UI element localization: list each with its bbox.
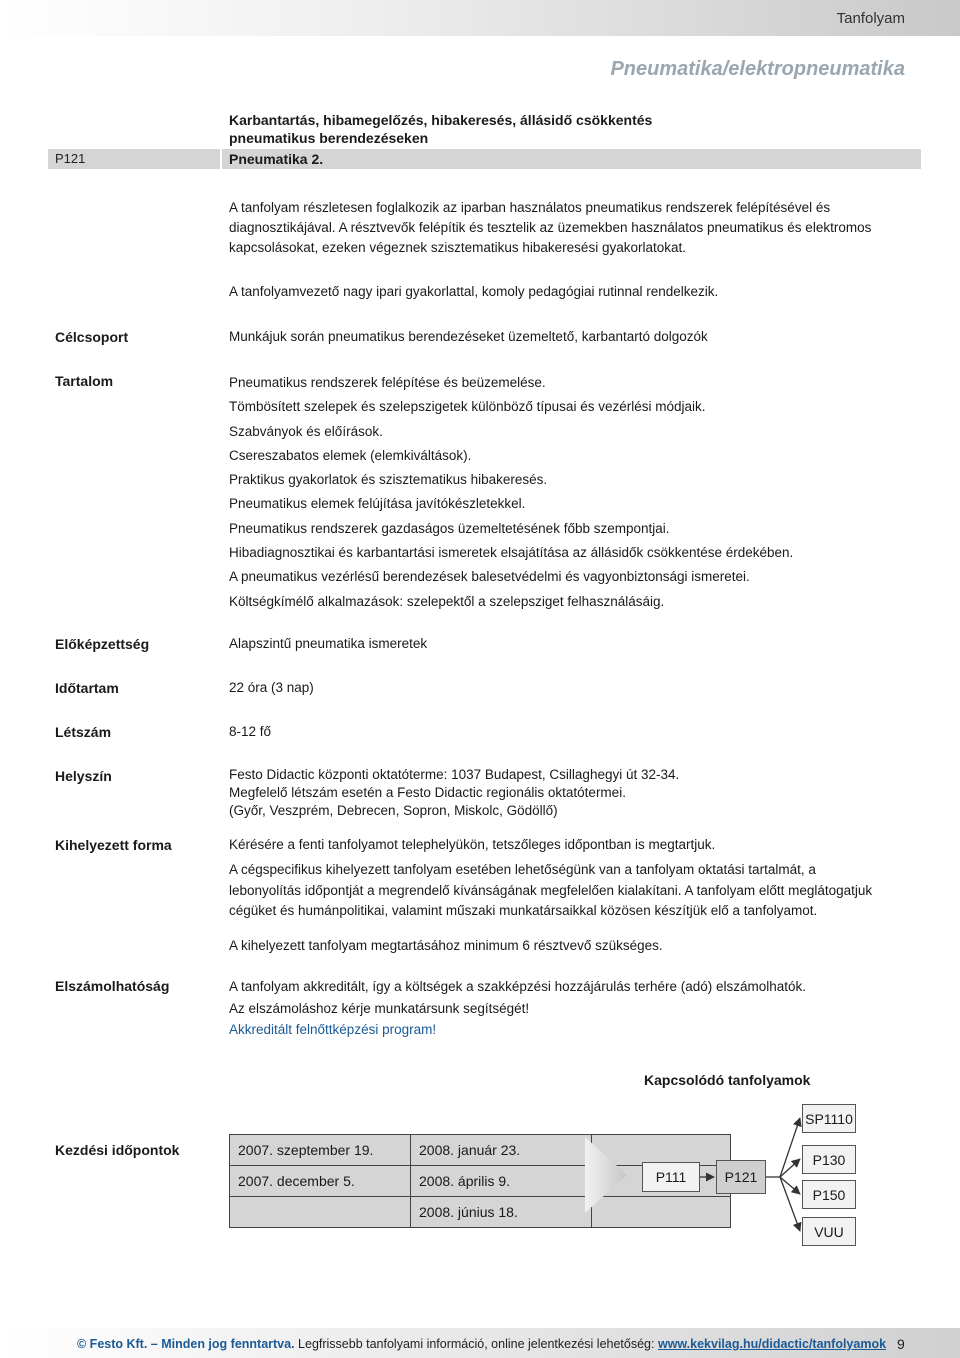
related-course-current: P121 [716,1160,766,1194]
onsite-paragraph: Kérésére a fenti tanfolyamot telephelyükön, tetszőleges időpontban is megtartjuk. [229,837,716,852]
related-course-next: VUU [802,1217,856,1246]
onsite-paragraph: A kihelyezett tanfolyam megtartásához minimum 6 résztvevő szükséges. [229,938,663,953]
dates-label: Kezdési időpontok [55,1142,180,1158]
list-item: Hibadiagnosztikai és karbantartási ismeretek elsajátítása az állásidők csökkentése érdekében. [229,545,794,561]
date-cell: 2007. szeptember 19. [230,1135,411,1166]
date-cell: 2007. december 5. [230,1166,411,1197]
related-course-next: SP1110 [802,1104,856,1133]
location-line: (Győr, Veszprém, Debrecen, Sopron, Miskolc, Gödöllő) [229,803,558,818]
course-code-strip [48,149,220,169]
footer-copyright: © Festo Kft. – Minden jog fenntartva. [77,1337,295,1351]
table-row [230,1135,731,1166]
course-subtitle: Pneumatika 2. [229,151,324,167]
arrow-icon [780,1177,800,1231]
table-row [230,1197,731,1228]
related-course-prev: P111 [642,1162,700,1192]
list-item: Tömbösített szelepek és szelepszigetek különböző típusai és vezérlési módjaik. [229,399,706,415]
location-line: Festo Didactic központi oktatóterme: 1037 Budapest, Csillaghegyi út 32-34. [229,767,680,782]
date-cell [592,1135,731,1166]
billing-label: Elszámolhatóság [55,978,170,994]
onsite-paragraph: A cégspecifikus kihelyezett tanfolyam esetében lehetőségünk van a tanfolyam oktatási tartalmát, a lebonyolítás időpontját a megrendelő kívánságának megfelelően kialakítani. A tanfolyam előtt meglátogatjuk cégüket és humánpolitikai, valamint műszaki munkatársaikkal közösen készítjük elő a tanfolyamot. [229,862,873,918]
page-number: 9 [897,1336,905,1352]
onsite-label: Kihelyezett forma [55,837,172,853]
location-label: Helyszín [55,768,112,784]
instructor-paragraph: A tanfolyamvezető nagy ipari gyakorlattal, komoly pedagógiai rutinnal rendelkezik. [229,284,719,299]
billing-value [229,976,889,1041]
date-cell [592,1197,731,1228]
footer-text [77,1337,886,1351]
headcount-label: Létszám [55,724,112,740]
location-line: Megfelelő létszám esetén a Festo Didactic regionális oktatótermei. [229,785,626,800]
list-item: Csereszabatos elemek (elemkiváltások). [229,447,472,463]
related-title: Kapcsolódó tanfolyamok [644,1072,811,1088]
billing-line: A tanfolyam akkreditált, így a költségek a szakképzési hozzájárulás terhére (adó) elszámolhatók. [229,979,807,994]
course-title: Karbantartás, hibamegelőzés, hibakeresés, állásidő csökkentés pneumatikus berendezéseken [229,112,653,146]
section-label: Tanfolyam [836,10,905,27]
subject-title: Pneumatika/elektropneumatika [610,58,905,80]
headcount-value: 8-12 fő [229,724,272,739]
course-code: P121 [55,151,86,166]
footer-link[interactable]: www.kekvilag.hu/didactic/tanfolyamok [657,1337,887,1351]
duration-label: Időtartam [55,680,119,696]
content-label: Tartalom [55,373,114,389]
accreditation-note: Akkreditált felnőttképzési program! [229,1022,437,1037]
footer-info: Legfrissebb tanfolyami információ, online jelentkezési lehetőség: [294,1337,658,1351]
content-list [229,371,793,614]
arrow-icon [780,1118,800,1177]
related-course-next: P150 [802,1180,856,1209]
intro-paragraph: A tanfolyam részletesen foglalkozik az iparban használatos pneumatikus rendszerek felépítésével és diagnosztikájával. A résztvevők felépítik és tesztelik az üzemekben használatos pneumatikus és elektromos kapcsolásokat, ezeken végeznek szisztematikus hibakeresési gyakorlatokat. [229,200,872,255]
list-item: Költségkímélő alkalmazások: szelepektől a szelepsziget felhasználásáig. [229,593,665,609]
list-item: Szabványok és előírások. [229,423,383,439]
date-cell: 2008. január 23. [411,1135,592,1166]
arrow-icon [780,1159,800,1177]
related-course-next: P130 [802,1145,856,1174]
target-label: Célcsoport [55,329,129,345]
date-cell [230,1197,411,1228]
prerequisites-value: Alapszintű pneumatika ismeretek [229,636,428,651]
date-cell: 2008. április 9. [411,1166,592,1197]
list-item: Pneumatikus elemek felújítása javítókészletekkel. [229,496,526,512]
course-title-strip [222,149,921,169]
date-cell: 2008. június 18. [411,1197,592,1228]
list-item: Pneumatikus rendszerek gazdaságos üzemeltetésének főbb szempontjai. [229,520,670,536]
header-bar [0,0,960,36]
location-value [229,766,889,820]
arrow-icon [780,1177,800,1194]
duration-value: 22 óra (3 nap) [229,680,314,695]
target-value: Munkájuk során pneumatikus berendezéseket üzemeltető, karbantartó dolgozók [229,329,708,344]
prerequisites-label: Előképzettség [55,636,150,652]
list-item: Pneumatikus rendszerek felépítése és beüzemelése. [229,375,546,390]
list-item: A pneumatikus vezérlésű berendezések balesetvédelmi és vagyonbiztonsági ismeretei. [229,569,750,585]
billing-line: Az elszámoláshoz kérje munkatársunk segítségét! [229,1000,530,1016]
list-item: Praktikus gyakorlatok és szisztematikus hibakeresés. [229,472,548,488]
